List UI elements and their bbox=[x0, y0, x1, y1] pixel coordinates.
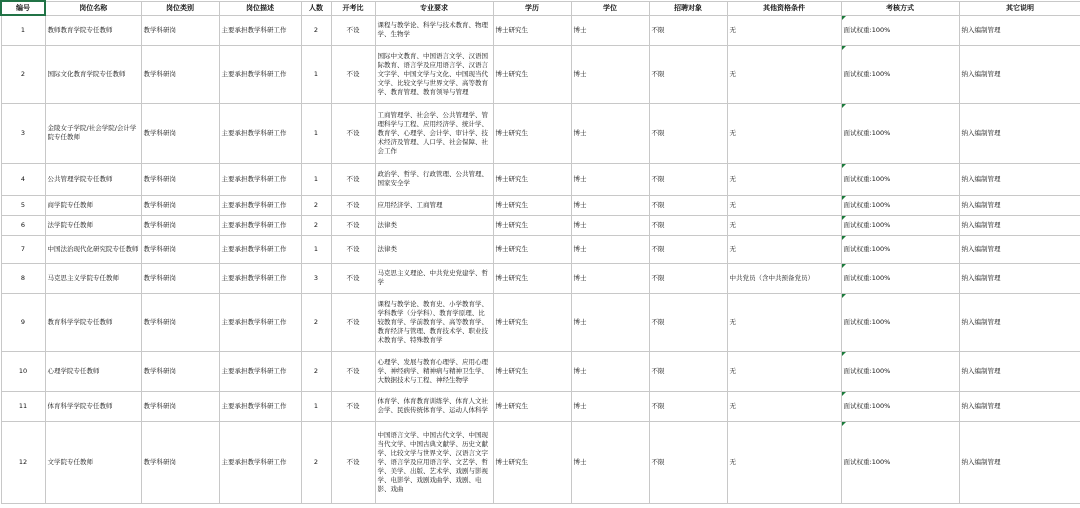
cell-category[interactable]: 教学科研岗 bbox=[141, 103, 219, 163]
cell-cond[interactable]: 中共党员（含中共预备党员） bbox=[727, 263, 841, 293]
cell-count[interactable]: 1 bbox=[301, 235, 331, 263]
cell-cond[interactable]: 无 bbox=[727, 15, 841, 45]
col-header-count[interactable]: 人数 bbox=[301, 1, 331, 15]
table-row bbox=[1, 195, 1080, 215]
cell-degree[interactable]: 博士 bbox=[571, 263, 649, 293]
cell-edu[interactable]: 博士研究生 bbox=[493, 215, 571, 235]
col-header-cond[interactable]: 其他资格条件 bbox=[727, 1, 841, 15]
cell-desc[interactable]: 主要承担教学科研工作 bbox=[219, 421, 301, 503]
cell-major[interactable]: 中国语言文学、中国古代文学、中国现当代文学、中国古典文献学、历史文献学、比较文学与世界文学、汉语言文字学、语言学及应用语言学、文艺学、哲学、美学、出版、艺术学、戏剧与影视学、电影学、戏剧戏曲学、戏剧、电影、戏曲 bbox=[375, 421, 493, 503]
cell-exam[interactable]: 面试权重:100% bbox=[841, 293, 959, 351]
cell-note[interactable]: 纳入编制管理 bbox=[959, 45, 1080, 103]
cell-count[interactable]: 2 bbox=[301, 421, 331, 503]
cell-category[interactable]: 教学科研岗 bbox=[141, 45, 219, 103]
cell-ratio[interactable]: 不设 bbox=[331, 235, 375, 263]
cell-cond[interactable]: 无 bbox=[727, 235, 841, 263]
cell-note[interactable]: 纳入编制管理 bbox=[959, 235, 1080, 263]
table-row bbox=[1, 235, 1080, 263]
cell-target[interactable]: 不限 bbox=[649, 15, 727, 45]
cell-ratio[interactable]: 不设 bbox=[331, 263, 375, 293]
col-header-major[interactable]: 专业要求 bbox=[375, 1, 493, 15]
cell-no[interactable]: 4 bbox=[1, 163, 45, 195]
cell-name[interactable]: 文学院专任教师 bbox=[45, 421, 141, 503]
cell-exam[interactable]: 面试权重:100% bbox=[841, 103, 959, 163]
cell-desc[interactable]: 主要承担教学科研工作 bbox=[219, 103, 301, 163]
cell-cond[interactable]: 无 bbox=[727, 195, 841, 215]
cell-name[interactable]: 教育科学学院专任教师 bbox=[45, 293, 141, 351]
cell-exam[interactable]: 面试权重:100% bbox=[841, 263, 959, 293]
cell-note[interactable]: 纳入编制管理 bbox=[959, 263, 1080, 293]
col-header-ratio[interactable]: 开考比 bbox=[331, 1, 375, 15]
cell-count[interactable]: 3 bbox=[301, 263, 331, 293]
cell-degree[interactable]: 博士 bbox=[571, 421, 649, 503]
cell-ratio[interactable]: 不设 bbox=[331, 15, 375, 45]
col-header-desc[interactable]: 岗位描述 bbox=[219, 1, 301, 15]
cell-target[interactable]: 不限 bbox=[649, 263, 727, 293]
cell-degree[interactable]: 博士 bbox=[571, 215, 649, 235]
cell-name[interactable]: 商学院专任教师 bbox=[45, 195, 141, 215]
table-row bbox=[1, 45, 1080, 103]
cell-count[interactable]: 2 bbox=[301, 351, 331, 391]
table-row bbox=[1, 163, 1080, 195]
cell-edu[interactable]: 博士研究生 bbox=[493, 293, 571, 351]
cell-category[interactable]: 教学科研岗 bbox=[141, 195, 219, 215]
cell-edu[interactable]: 博士研究生 bbox=[493, 235, 571, 263]
cell-major[interactable]: 法律类 bbox=[375, 215, 493, 235]
cell-target[interactable]: 不限 bbox=[649, 215, 727, 235]
cell-exam[interactable]: 面试权重:100% bbox=[841, 215, 959, 235]
cell-ratio[interactable]: 不设 bbox=[331, 293, 375, 351]
cell-category[interactable]: 教学科研岗 bbox=[141, 163, 219, 195]
cell-desc[interactable]: 主要承担教学科研工作 bbox=[219, 45, 301, 103]
cell-major[interactable]: 法律类 bbox=[375, 235, 493, 263]
table-row bbox=[1, 421, 1080, 503]
cell-cond[interactable]: 无 bbox=[727, 163, 841, 195]
cell-name[interactable]: 体育科学学院专任教师 bbox=[45, 391, 141, 421]
col-header-edu[interactable]: 学历 bbox=[493, 1, 571, 15]
cell-count[interactable]: 1 bbox=[301, 391, 331, 421]
cell-exam[interactable]: 面试权重:100% bbox=[841, 391, 959, 421]
table-row bbox=[1, 351, 1080, 391]
cell-degree[interactable]: 博士 bbox=[571, 391, 649, 421]
cell-note[interactable]: 纳入编制管理 bbox=[959, 195, 1080, 215]
cell-cond[interactable]: 无 bbox=[727, 421, 841, 503]
cell-exam[interactable]: 面试权重:100% bbox=[841, 195, 959, 215]
cell-ratio[interactable]: 不设 bbox=[331, 163, 375, 195]
cell-category[interactable]: 教学科研岗 bbox=[141, 351, 219, 391]
cell-major[interactable]: 政治学、哲学、行政管理、公共管理、国家安全学 bbox=[375, 163, 493, 195]
cell-desc[interactable]: 主要承担教学科研工作 bbox=[219, 163, 301, 195]
cell-no[interactable]: 9 bbox=[1, 293, 45, 351]
cell-ratio[interactable]: 不设 bbox=[331, 195, 375, 215]
cell-note[interactable]: 纳入编制管理 bbox=[959, 421, 1080, 503]
cell-degree[interactable]: 博士 bbox=[571, 163, 649, 195]
cell-exam[interactable]: 面试权重:100% bbox=[841, 351, 959, 391]
cell-no[interactable]: 8 bbox=[1, 263, 45, 293]
cell-no[interactable]: 5 bbox=[1, 195, 45, 215]
cell-exam[interactable]: 面试权重:100% bbox=[841, 15, 959, 45]
cell-count[interactable]: 2 bbox=[301, 293, 331, 351]
cell-count[interactable]: 2 bbox=[301, 215, 331, 235]
cell-name[interactable]: 心理学院专任教师 bbox=[45, 351, 141, 391]
cell-degree[interactable]: 博士 bbox=[571, 103, 649, 163]
cell-degree[interactable]: 博士 bbox=[571, 15, 649, 45]
cell-desc[interactable]: 主要承担教学科研工作 bbox=[219, 15, 301, 45]
cell-exam[interactable]: 面试权重:100% bbox=[841, 163, 959, 195]
cell-name[interactable]: 中国法治现代化研究院专任教师 bbox=[45, 235, 141, 263]
cell-name[interactable]: 马克思主义学院专任教师 bbox=[45, 263, 141, 293]
cell-category[interactable]: 教学科研岗 bbox=[141, 391, 219, 421]
cell-desc[interactable]: 主要承担教学科研工作 bbox=[219, 263, 301, 293]
cell-degree[interactable]: 博士 bbox=[571, 293, 649, 351]
cell-category[interactable]: 教学科研岗 bbox=[141, 215, 219, 235]
header-row bbox=[1, 1, 1080, 15]
cell-cond[interactable]: 无 bbox=[727, 351, 841, 391]
cell-category[interactable]: 教学科研岗 bbox=[141, 263, 219, 293]
cell-major[interactable]: 马克思主义理论、中共党史党建学、哲学 bbox=[375, 263, 493, 293]
table-row bbox=[1, 15, 1080, 45]
cell-note[interactable]: 纳入编制管理 bbox=[959, 215, 1080, 235]
cell-desc[interactable]: 主要承担教学科研工作 bbox=[219, 351, 301, 391]
col-header-target[interactable]: 招聘对象 bbox=[649, 1, 727, 15]
cell-category[interactable]: 教学科研岗 bbox=[141, 293, 219, 351]
cell-category[interactable]: 教学科研岗 bbox=[141, 235, 219, 263]
cell-major[interactable]: 体育学、体育教育训练学、体育人文社会学、民族传统体育学、运动人体科学 bbox=[375, 391, 493, 421]
cell-name[interactable]: 法学院专任教师 bbox=[45, 215, 141, 235]
cell-target[interactable]: 不限 bbox=[649, 195, 727, 215]
cell-ratio[interactable]: 不设 bbox=[331, 215, 375, 235]
cell-name[interactable]: 公共管理学院专任教师 bbox=[45, 163, 141, 195]
col-header-name[interactable]: 岗位名称 bbox=[45, 1, 141, 15]
cell-exam[interactable]: 面试权重:100% bbox=[841, 235, 959, 263]
cell-count[interactable]: 1 bbox=[301, 103, 331, 163]
cell-target[interactable]: 不限 bbox=[649, 421, 727, 503]
cell-major[interactable]: 应用经济学、工商管理 bbox=[375, 195, 493, 215]
cell-exam[interactable]: 面试权重:100% bbox=[841, 421, 959, 503]
table-row bbox=[1, 263, 1080, 293]
cell-no[interactable]: 12 bbox=[1, 421, 45, 503]
cell-name[interactable]: 教师教育学院专任教师 bbox=[45, 15, 141, 45]
cell-desc[interactable]: 主要承担教学科研工作 bbox=[219, 391, 301, 421]
cell-degree[interactable]: 博士 bbox=[571, 195, 649, 215]
col-header-no[interactable]: 编号 bbox=[1, 1, 45, 15]
cell-desc[interactable]: 主要承担教学科研工作 bbox=[219, 293, 301, 351]
cell-name[interactable]: 金陵女子学院/社会学院/会计学院专任教师 bbox=[45, 103, 141, 163]
cell-name[interactable]: 国际文化教育学院专任教师 bbox=[45, 45, 141, 103]
cell-desc[interactable]: 主要承担教学科研工作 bbox=[219, 235, 301, 263]
cell-major[interactable]: 工商管理学、社会学、公共管理学、管理科学与工程、应用经济学、统计学、教育学、心理学、会计学、审计学、技术经济及管理、人口学、社会保障、社会工作 bbox=[375, 103, 493, 163]
cell-ratio[interactable]: 不设 bbox=[331, 103, 375, 163]
cell-count[interactable]: 2 bbox=[301, 15, 331, 45]
cell-edu[interactable]: 博士研究生 bbox=[493, 351, 571, 391]
cell-cond[interactable]: 无 bbox=[727, 391, 841, 421]
cell-no[interactable]: 10 bbox=[1, 351, 45, 391]
cell-desc[interactable]: 主要承担教学科研工作 bbox=[219, 195, 301, 215]
cell-ratio[interactable]: 不设 bbox=[331, 421, 375, 503]
cell-major[interactable]: 课程与教学论、科学与技术教育、物理学、生物学 bbox=[375, 15, 493, 45]
cell-note[interactable]: 纳入编制管理 bbox=[959, 293, 1080, 351]
cell-no[interactable]: 1 bbox=[1, 15, 45, 45]
cell-cond[interactable]: 无 bbox=[727, 45, 841, 103]
cell-note[interactable]: 纳入编制管理 bbox=[959, 15, 1080, 45]
cell-ratio[interactable]: 不设 bbox=[331, 351, 375, 391]
cell-degree[interactable]: 博士 bbox=[571, 235, 649, 263]
cell-edu[interactable]: 博士研究生 bbox=[493, 195, 571, 215]
cell-category[interactable]: 教学科研岗 bbox=[141, 15, 219, 45]
cell-note[interactable]: 纳入编制管理 bbox=[959, 391, 1080, 421]
cell-degree[interactable]: 博士 bbox=[571, 351, 649, 391]
cell-edu[interactable]: 博士研究生 bbox=[493, 391, 571, 421]
cell-target[interactable]: 不限 bbox=[649, 351, 727, 391]
cell-major[interactable]: 心理学、发展与教育心理学、应用心理学、神经病学、精神病与精神卫生学、大数据技术与工程、神经生物学 bbox=[375, 351, 493, 391]
cell-no[interactable]: 7 bbox=[1, 235, 45, 263]
cell-no[interactable]: 2 bbox=[1, 45, 45, 103]
cell-note[interactable]: 纳入编制管理 bbox=[959, 351, 1080, 391]
cell-edu[interactable]: 博士研究生 bbox=[493, 263, 571, 293]
cell-ratio[interactable]: 不设 bbox=[331, 45, 375, 103]
cell-target[interactable]: 不限 bbox=[649, 293, 727, 351]
cell-edu[interactable]: 博士研究生 bbox=[493, 45, 571, 103]
cell-desc[interactable]: 主要承担教学科研工作 bbox=[219, 215, 301, 235]
cell-exam[interactable]: 面试权重:100% bbox=[841, 45, 959, 103]
cell-count[interactable]: 1 bbox=[301, 163, 331, 195]
cell-category[interactable]: 教学科研岗 bbox=[141, 421, 219, 503]
cell-edu[interactable]: 博士研究生 bbox=[493, 15, 571, 45]
cell-target[interactable]: 不限 bbox=[649, 391, 727, 421]
cell-target[interactable]: 不限 bbox=[649, 45, 727, 103]
cell-no[interactable]: 11 bbox=[1, 391, 45, 421]
col-header-exam[interactable]: 考核方式 bbox=[841, 1, 959, 15]
cell-cond[interactable]: 无 bbox=[727, 215, 841, 235]
cell-degree[interactable]: 博士 bbox=[571, 45, 649, 103]
table-row bbox=[1, 391, 1080, 421]
cell-target[interactable]: 不限 bbox=[649, 163, 727, 195]
cell-cond[interactable]: 无 bbox=[727, 293, 841, 351]
table-row bbox=[1, 103, 1080, 163]
cell-edu[interactable]: 博士研究生 bbox=[493, 163, 571, 195]
cell-no[interactable]: 3 bbox=[1, 103, 45, 163]
cell-target[interactable]: 不限 bbox=[649, 103, 727, 163]
cell-major[interactable]: 课程与教学论、教育史、小学教育学、学科教学（分学科）、教育学原理、比较教育学、学前教育学、高等教育学、教育经济与管理、教育技术学、职业技术教育学、特殊教育学 bbox=[375, 293, 493, 351]
cell-target[interactable]: 不限 bbox=[649, 235, 727, 263]
col-header-category[interactable]: 岗位类别 bbox=[141, 1, 219, 15]
table-row bbox=[1, 293, 1080, 351]
cell-count[interactable]: 1 bbox=[301, 45, 331, 103]
cell-ratio[interactable]: 不设 bbox=[331, 391, 375, 421]
cell-note[interactable]: 纳入编制管理 bbox=[959, 103, 1080, 163]
cell-count[interactable]: 2 bbox=[301, 195, 331, 215]
col-header-degree[interactable]: 学位 bbox=[571, 1, 649, 15]
col-header-note[interactable]: 其它说明 bbox=[959, 1, 1080, 15]
cell-edu[interactable]: 博士研究生 bbox=[493, 421, 571, 503]
table-row bbox=[1, 215, 1080, 235]
cell-note[interactable]: 纳入编制管理 bbox=[959, 163, 1080, 195]
cell-edu[interactable]: 博士研究生 bbox=[493, 103, 571, 163]
cell-cond[interactable]: 无 bbox=[727, 103, 841, 163]
cell-no[interactable]: 6 bbox=[1, 215, 45, 235]
cell-major[interactable]: 国际中文教育、中国语言文学、汉语国际教育、语言学及应用语言学、汉语言文字学、中国文学与文化、中国现当代文学、比较文学与世界文学、高等教育学、教育管理、教育领导与管理 bbox=[375, 45, 493, 103]
